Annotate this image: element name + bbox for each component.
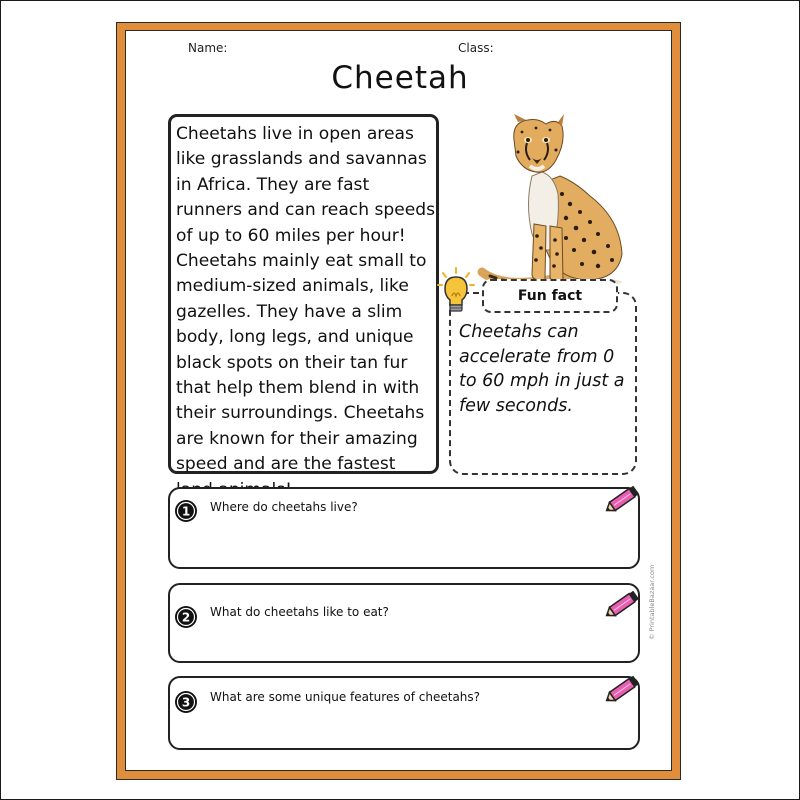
passage-line: Cheetahs live in open areas	[176, 124, 414, 144]
question-1-text: Where do cheetahs live?	[210, 500, 358, 514]
name-label: Name:	[188, 41, 228, 55]
passage-line: in Africa. They are fast	[176, 174, 370, 195]
question-2-text: What do cheetahs like to eat?	[210, 605, 389, 619]
pencil-icon	[602, 482, 644, 516]
fun-fact-line: accelerate from 0	[459, 346, 615, 367]
passage-line: speed and are the fastest	[176, 454, 396, 475]
passage-line: runners and can reach speeds	[176, 200, 436, 221]
passage-line: of up to 60 miles per hour!	[176, 225, 406, 246]
passage-line: that help them blend in with	[176, 378, 420, 399]
page-title: Cheetah	[331, 60, 469, 96]
answer-box-2[interactable]	[168, 583, 640, 663]
number-2-text: 2	[181, 610, 191, 625]
copyright-credit: © PrintableBazaar.com	[648, 564, 656, 640]
number-3-badge	[174, 690, 198, 714]
pencil-icon	[602, 587, 644, 621]
question-3-text: What are some unique features of cheetahs?	[210, 690, 481, 704]
passage-line: like grasslands and savannas	[176, 149, 427, 170]
passage-line: black spots on their tan fur	[176, 352, 408, 373]
cheetah-illustration	[470, 114, 645, 289]
number-3-text: 3	[181, 695, 191, 710]
lightbulb-icon	[435, 266, 477, 316]
number-1-badge	[174, 499, 198, 523]
number-1-text: 1	[181, 504, 191, 519]
fun-fact-heading: Fun fact	[482, 279, 618, 313]
passage-line: gazelles. They have a slim	[176, 301, 403, 322]
passage-line: their surroundings. Cheetahs	[176, 403, 425, 424]
passage-line: medium-sized animals, like	[176, 276, 409, 297]
answer-box-3[interactable]	[168, 676, 640, 750]
number-2-badge	[174, 605, 198, 629]
pencil-icon	[602, 672, 644, 706]
passage-line: are known for their amazing	[176, 428, 418, 449]
fun-fact-line: few seconds.	[459, 395, 573, 416]
passage-line: body, long legs, and unique	[176, 327, 414, 348]
passage-line: Cheetahs mainly eat small to	[176, 251, 427, 272]
class-label: Class:	[458, 41, 494, 55]
fun-fact-line: Cheetahs can	[459, 322, 579, 342]
fun-fact-line: to 60 mph in just a	[459, 371, 625, 391]
reading-passage	[176, 122, 438, 503]
fun-fact-text	[459, 320, 634, 418]
